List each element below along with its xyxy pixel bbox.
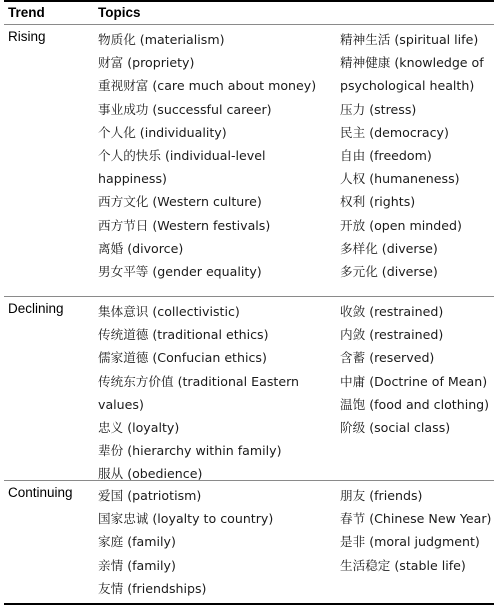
topic-item: 精神生活 (spiritual life)	[340, 32, 479, 47]
topic-item: 辈份 (hierarchy within family)	[98, 443, 282, 459]
topics-column-left	[98, 300, 338, 486]
topic-item: 精神健康 (knowledge of psychological health)	[340, 55, 484, 94]
topic-item: 内敛 (restrained)	[340, 327, 444, 343]
topic-item: 自由 (freedom)	[340, 148, 432, 164]
trend-label: Rising	[8, 29, 46, 44]
topics-column-right	[340, 28, 494, 283]
topic-item: 忠义 (loyalty)	[98, 420, 180, 436]
topic-item: 多样化 (diverse)	[340, 240, 438, 256]
table-header	[4, 2, 494, 24]
topic-item: 财富 (propriety)	[98, 55, 195, 71]
topic-item: 温饱 (food and clothing)	[340, 396, 490, 412]
section-declining	[4, 297, 494, 480]
topic-item: 多元化 (diverse)	[340, 264, 438, 280]
topic-item: 物质化 (materialism)	[98, 32, 225, 47]
topic-item: 含蓄 (reserved)	[340, 350, 435, 366]
topics-column-left	[98, 28, 338, 283]
topic-item: 生活稳定 (stable life)	[340, 557, 466, 573]
topic-item: 西方节日 (Western festivals)	[98, 217, 271, 233]
trend-column-header: Trend	[8, 5, 45, 20]
topic-item: 朋友 (friends)	[340, 488, 423, 503]
topic-item: 个人的快乐 (individual-level happiness)	[98, 148, 266, 187]
topic-item: 儒家道德 (Confucian ethics)	[98, 350, 267, 366]
topic-item: 阶级 (social class)	[340, 420, 451, 436]
topic-item: 收敛 (restrained)	[340, 304, 444, 319]
topic-item: 爱国 (patriotism)	[98, 488, 202, 503]
topic-item: 离婚 (divorce)	[98, 240, 184, 256]
topics-column-right	[340, 300, 494, 439]
trend-label: Declining	[8, 301, 64, 316]
topic-item: 权利 (rights)	[340, 194, 416, 210]
topic-item: 事业成功 (successful career)	[98, 101, 272, 117]
section-rising	[4, 25, 494, 296]
topic-item: 男女平等 (gender equality)	[98, 264, 262, 280]
topic-item: 西方文化 (Western culture)	[98, 194, 262, 210]
topic-item: 人权 (humaneness)	[340, 171, 460, 187]
topic-item: 中庸 (Doctrine of Mean)	[340, 373, 488, 389]
topic-item: 服从 (obedience)	[98, 466, 203, 482]
topics-column-right	[340, 484, 494, 577]
topic-item: 亲情 (family)	[98, 557, 176, 573]
topic-item: 传统道德 (traditional ethics)	[98, 327, 269, 343]
topic-item: 压力 (stress)	[340, 101, 417, 117]
topic-item: 民主 (democracy)	[340, 124, 449, 140]
table-bottom-rule	[4, 603, 494, 605]
topic-item: 传统东方价值 (traditional Eastern values)	[98, 373, 300, 412]
topic-item: 开放 (open minded)	[340, 217, 462, 233]
topic-item: 国家忠诚 (loyalty to country)	[98, 511, 274, 527]
topic-item: 重视财富 (care much about money)	[98, 78, 317, 94]
topics-column-left	[98, 484, 338, 600]
trend-label: Continuing	[8, 485, 73, 500]
topic-item: 友情 (friendships)	[98, 580, 207, 596]
topic-item: 集体意识 (collectivistic)	[98, 304, 240, 319]
topic-item: 家庭 (family)	[98, 534, 176, 550]
topics-column-header: Topics	[98, 5, 141, 20]
topic-item: 是非 (moral judgment)	[340, 534, 480, 550]
topic-item: 春节 (Chinese New Year)	[340, 511, 492, 527]
trends-table	[4, 0, 494, 605]
section-continuing	[4, 481, 494, 603]
topic-item: 个人化 (individuality)	[98, 124, 227, 140]
